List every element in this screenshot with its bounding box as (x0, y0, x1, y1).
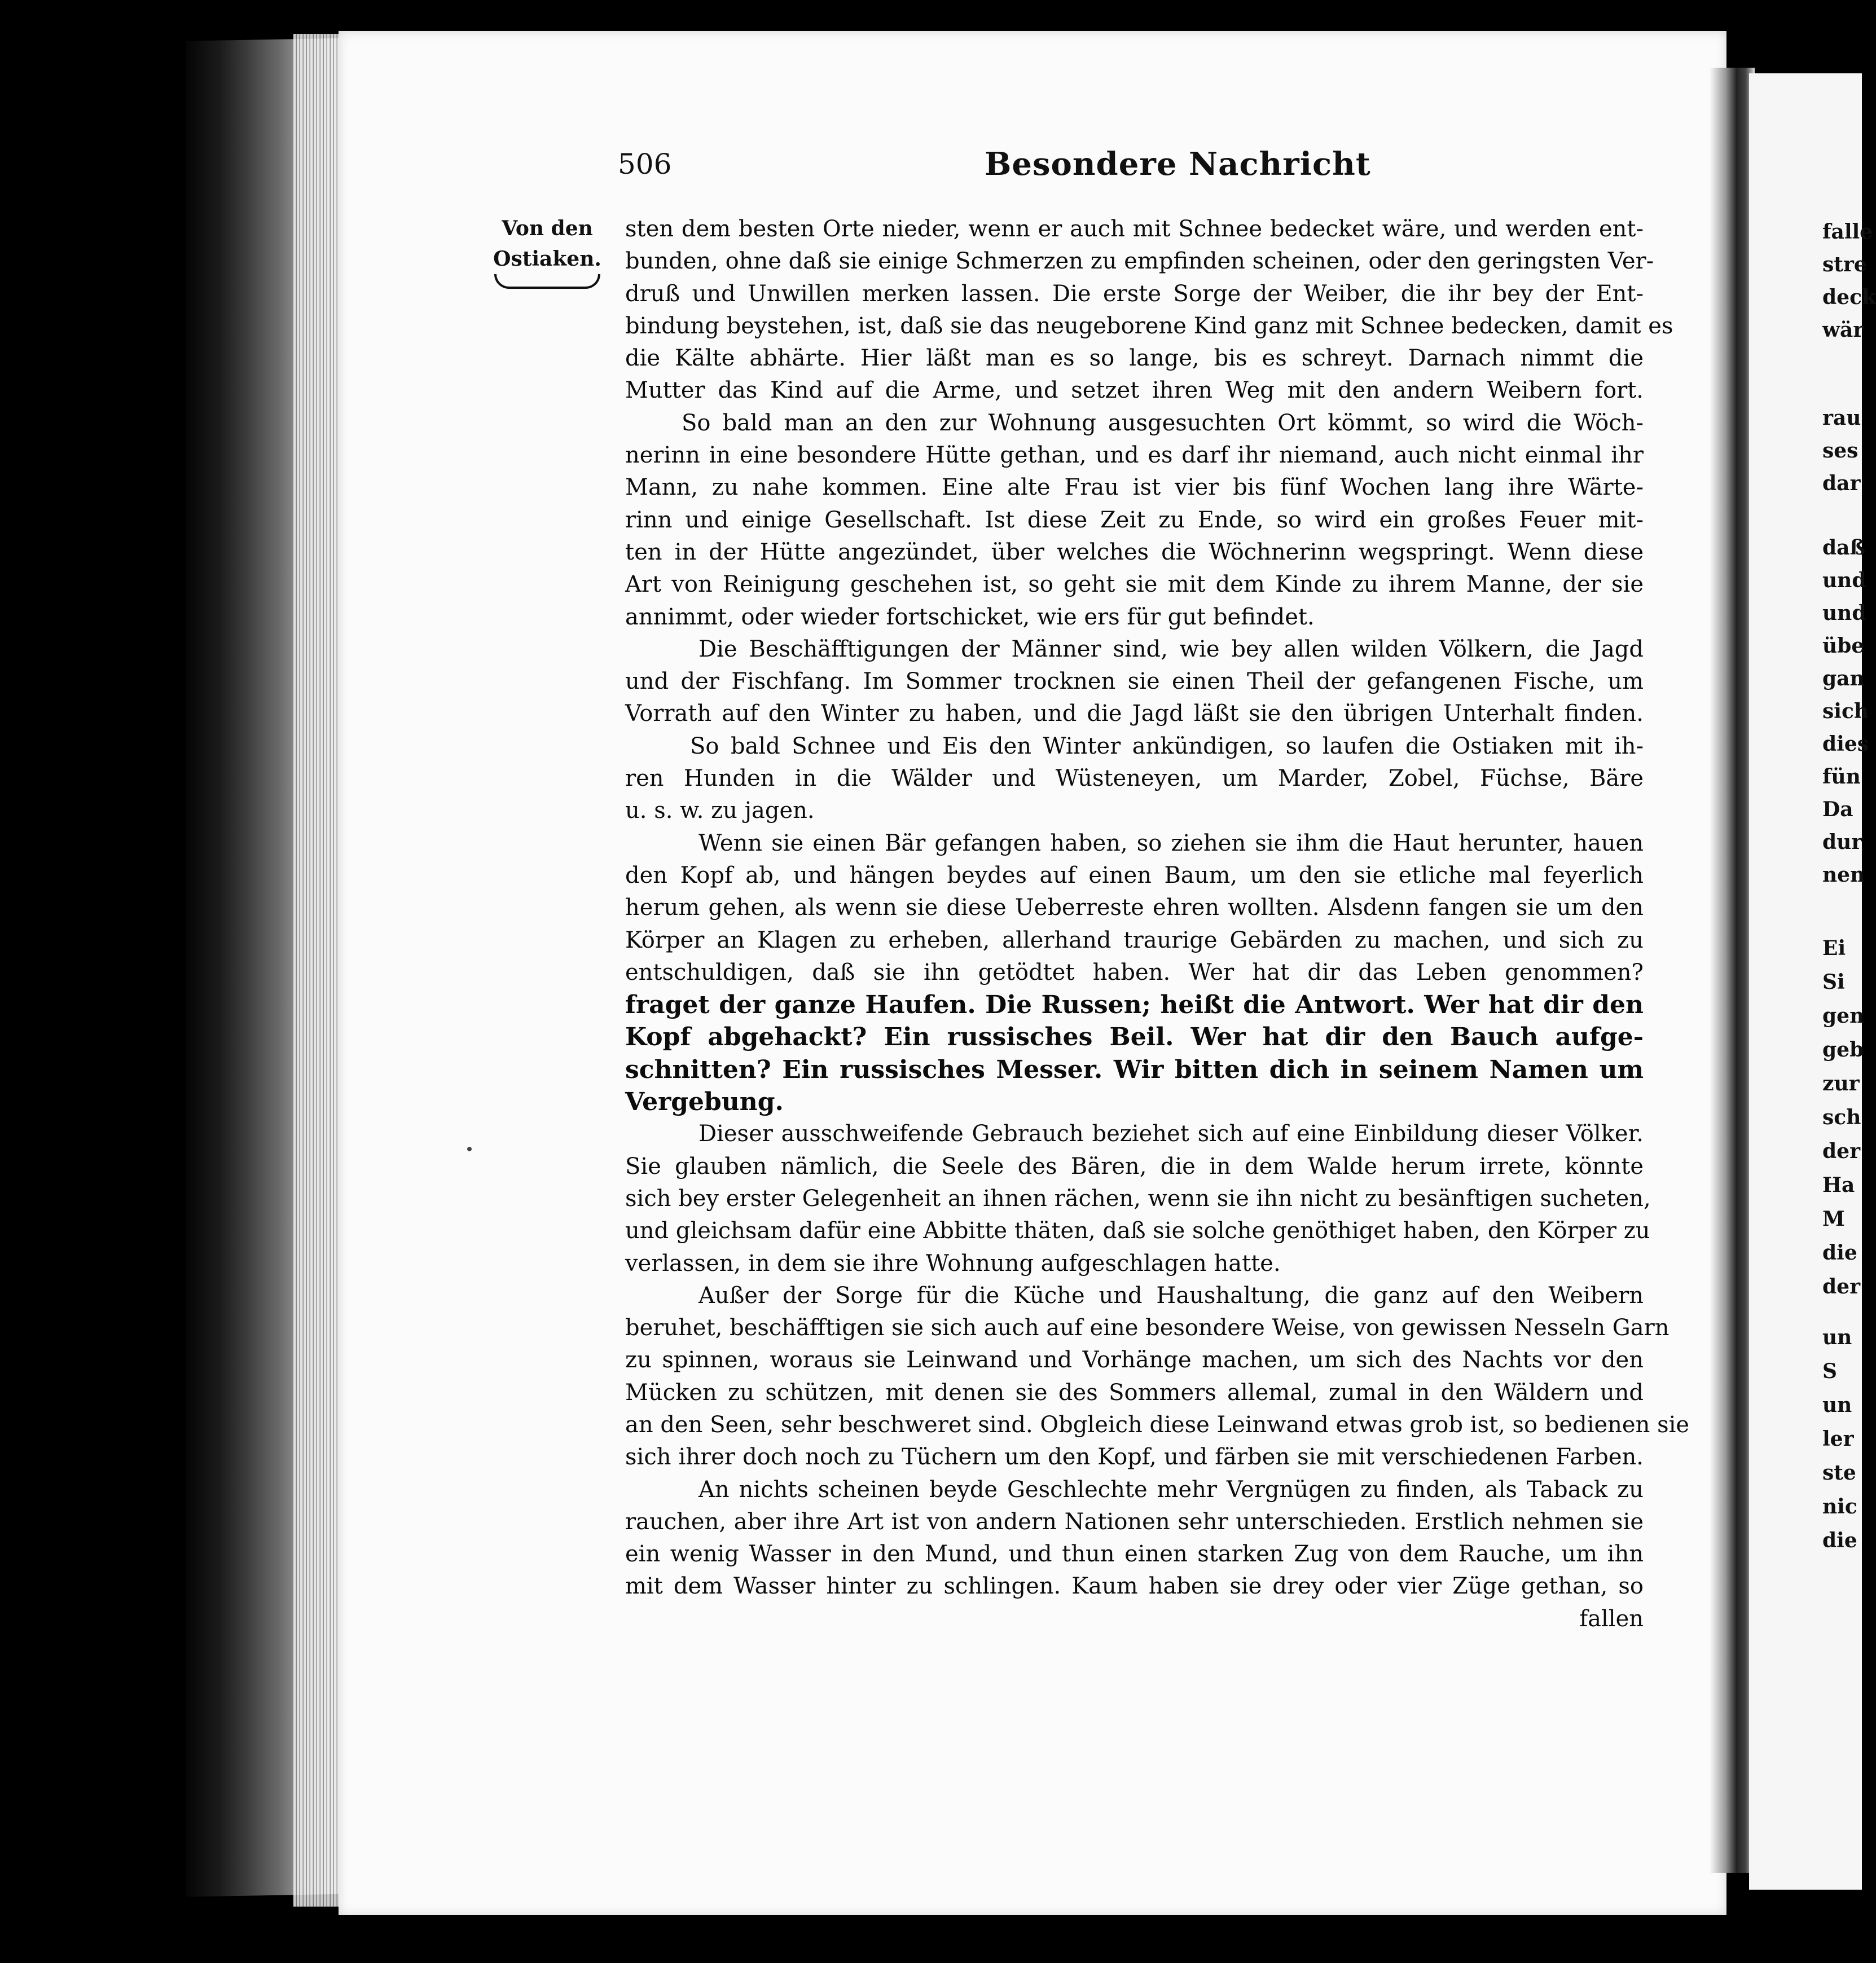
text-line: ten in der Hütte angezündet, über welches die Wöchnerinn wegspringt. Wenn diese (625, 539, 1644, 565)
text-line: Art von Reinigung geschehen ist, so geht sie mit dem Kinde zu ihrem Manne, der sie (625, 571, 1644, 598)
text-line: mit dem Wasser hinter zu schlingen. Kaum haben sie drey oder vier Züge gethan, so (625, 1573, 1644, 1600)
text-line: Mann, zu nahe kommen. Eine alte Frau ist vier bis fünf Wochen lang ihre Wärte- (625, 474, 1644, 501)
text-line: Die Beschäfftigungen der Männer sind, wie bey allen wilden Völkern, die Jagd (698, 636, 1644, 662)
marginal-note (491, 213, 604, 289)
book-gutter (1710, 68, 1755, 1873)
right-page-fragment: nic (1822, 1495, 1857, 1519)
marginal-note-line: Von den (502, 217, 593, 240)
marginal-brace (494, 274, 600, 289)
body-text (625, 213, 1690, 1635)
text-line: rauchen, aber ihre Art ist von andern Nationen sehr unterschieden. Erstlich nehmen sie (625, 1508, 1644, 1535)
right-page-fragment: die (1822, 1241, 1857, 1265)
text-line: Dieser ausschweifende Gebrauch beziehet sich auf eine Einbildung dieser Völker. (698, 1121, 1644, 1147)
text-line: und der Fischfang. Im Sommer trocknen sie einen Theil der gefangenen Fische, um (625, 668, 1644, 695)
right-page-fragment: übe (1822, 634, 1865, 658)
right-page-fragment: stre (1822, 253, 1867, 276)
right-page-fragment: sich (1822, 699, 1869, 723)
running-head (618, 148, 1633, 193)
right-page-fragment: dur (1822, 830, 1862, 854)
right-page-fragment: S (1822, 1359, 1837, 1383)
right-page-fragment: geb (1822, 1038, 1864, 1062)
right-page-fragment: der (1822, 1275, 1861, 1299)
text-line: schnitten? Ein russisches Messer. Wir bitten dich in seinem Namen um (625, 1055, 1644, 1084)
text-line: An nichts scheinen beyde Geschlechte mehr Vergnügen zu finden, als Taback zu (698, 1476, 1644, 1503)
right-page-fragment: zur (1822, 1072, 1860, 1095)
text-line: annimmt, oder wieder fortschicket, wie ers für gut befindet. (625, 604, 1315, 630)
text-line: Außer der Sorge für die Küche und Haushaltung, die ganz auf den Weibern (698, 1282, 1644, 1309)
text-line: Vergebung. (625, 1088, 784, 1117)
right-page-fragment: un (1822, 1393, 1852, 1417)
right-page-fragment: dar (1822, 472, 1861, 495)
text-line: druß und Unwillen merken lassen. Die erste Sorge der Weiber, die ihr bey der Ent- (625, 280, 1644, 307)
right-page-fragment: ste (1822, 1461, 1856, 1485)
right-page-fragment: Si (1822, 970, 1845, 994)
text-line: So bald Schnee und Eis den Winter ankündigen, so laufen die Ostiaken mit ih- (690, 733, 1644, 759)
marginal-note-line: Ostiaken. (493, 247, 601, 271)
text-line: ein wenig Wasser in den Mund, und thun einen starken Zug von dem Rauche, um ihn (625, 1541, 1644, 1568)
right-page-fragment: Ei (1822, 936, 1846, 960)
text-line: sich ihrer doch noch zu Tüchern um den Kopf, und färben sie mit verschiedenen Farben. (625, 1444, 1644, 1471)
text-line: bunden, ohne daß sie einige Schmerzen zu empfinden scheinen, oder den geringsten Ver- (625, 248, 1654, 275)
text-line: verlassen, in dem sie ihre Wohnung aufgeschlagen hatte. (625, 1250, 1281, 1277)
right-page-fragment: der (1822, 1139, 1861, 1163)
text-line: rinn und einige Gesellschaft. Ist diese Zeit zu Ende, so wird ein großes Feuer mit- (625, 507, 1644, 533)
right-page-fragment: daß (1822, 536, 1865, 560)
right-page-fragment: die (1822, 1529, 1857, 1552)
text-line: bindung beystehen, ist, daß sie das neugeborene Kind ganz mit Schnee bedecken, damit es (625, 313, 1673, 339)
text-line: herum gehen, als wenn sie diese Ueberreste ehren wollten. Alsdenn fangen sie um den (625, 895, 1644, 921)
text-line: Vorrath auf den Winter zu haben, und die Jagd läßt sie den übrigen Unterhalt finden. (625, 701, 1644, 727)
text-line: Sie glauben nämlich, die Seele des Bären, die in dem Walde herum irrete, könnte (625, 1153, 1644, 1179)
right-page-fragment: nen (1822, 863, 1865, 887)
right-page-fragment: Ha (1822, 1173, 1855, 1197)
text-line: entschuldigen, daß sie ihn getödtet haben. Wer hat dir das Leben genommen? (625, 959, 1644, 985)
text-line: Mutter das Kind auf die Arme, und setzet ihren Weg mit den andern Weibern fort. (625, 377, 1644, 404)
text-line: sich bey erster Gelegenheit an ihnen rächen, wenn sie ihn nicht zu besänftigen sucheten, (625, 1185, 1651, 1212)
right-page-fragment: Da (1822, 798, 1853, 821)
text-line: sten dem besten Orte nieder, wenn er auch mit Schnee bedecket wäre, und werden ent- (625, 216, 1644, 242)
text-line: Körper an Klagen zu erheben, allerhand traurige Gebärden zu machen, und sich zu (625, 927, 1644, 953)
text-line: die Kälte abhärte. Hier läßt man es so lange, bis es schreyt. Darnach nimmt die (625, 345, 1644, 372)
right-page-fragment: und (1822, 601, 1866, 625)
text-line: fraget der ganze Haufen. Die Russen; heißt die Antwort. Wer hat dir den (625, 991, 1644, 1020)
text-line: beruhet, beschäfftigen sie sich auch auf eine besondere Weise, von gewissen Nesseln Garn (625, 1315, 1669, 1341)
right-page-fragment: ler (1822, 1427, 1854, 1451)
book-page-right (1749, 73, 1876, 1890)
right-page-fragment: sch (1822, 1106, 1861, 1129)
right-page-fragment: gan (1822, 667, 1865, 690)
right-page-fragment: gen (1822, 1004, 1865, 1028)
catchword: fallen (1579, 1605, 1644, 1632)
text-line: Kopf abgehackt? Ein russisches Beil. Wer hat dir den Bauch aufge- (625, 1023, 1644, 1052)
running-head-title: Besondere Nachricht (985, 146, 1371, 183)
text-line: u. s. w. zu jagen. (625, 798, 815, 824)
text-line: zu spinnen, woraus sie Leinwand und Vorhänge machen, um sich des Nachts vor den (625, 1347, 1644, 1374)
ink-speck (467, 1147, 472, 1151)
text-line: an den Seen, sehr beschweret sind. Obgleich diese Leinwand etwas grob ist, so bedienen sie (625, 1411, 1690, 1438)
text-line: den Kopf ab, und hängen beydes auf einen Baum, um den sie etliche mal feyerlich (625, 862, 1644, 888)
right-page-fragment: M (1822, 1207, 1845, 1231)
right-page-fragment: wär (1822, 318, 1864, 342)
text-line: Wenn sie einen Bär gefangen haben, so ziehen sie ihm die Haut herunter, hauen (698, 830, 1644, 856)
right-page-fragment: falle (1822, 220, 1873, 244)
text-line: So bald man an den zur Wohnung ausgesuchten Ort kömmt, so wird die Wöch- (682, 410, 1644, 436)
text-line: ren Hunden in die Wälder und Wüsteneyen, um Marder, Zobel, Füchse, Bäre (625, 765, 1644, 792)
right-page-fragment: deck (1822, 285, 1876, 309)
text-line: Mücken zu schützen, mit denen sie des Sommers allemal, zumal in den Wäldern und (625, 1379, 1644, 1406)
page-number: 506 (618, 148, 672, 181)
right-page-fragment: und (1822, 569, 1866, 592)
right-page-fragment: dies (1822, 732, 1869, 756)
right-page-fragment: rau (1822, 406, 1861, 430)
text-line: nerinn in eine besondere Hütte gethan, und es darf ihr niemand, auch nicht einmal ihr (625, 442, 1644, 469)
right-page-fragment: un (1822, 1326, 1852, 1349)
text-line: und gleichsam dafür eine Abbitte thäten, daß sie solche genöthiget haben, den Körper zu (625, 1218, 1650, 1244)
right-page-fragment: ses (1822, 439, 1859, 463)
right-page-fragment: fün (1822, 765, 1861, 789)
